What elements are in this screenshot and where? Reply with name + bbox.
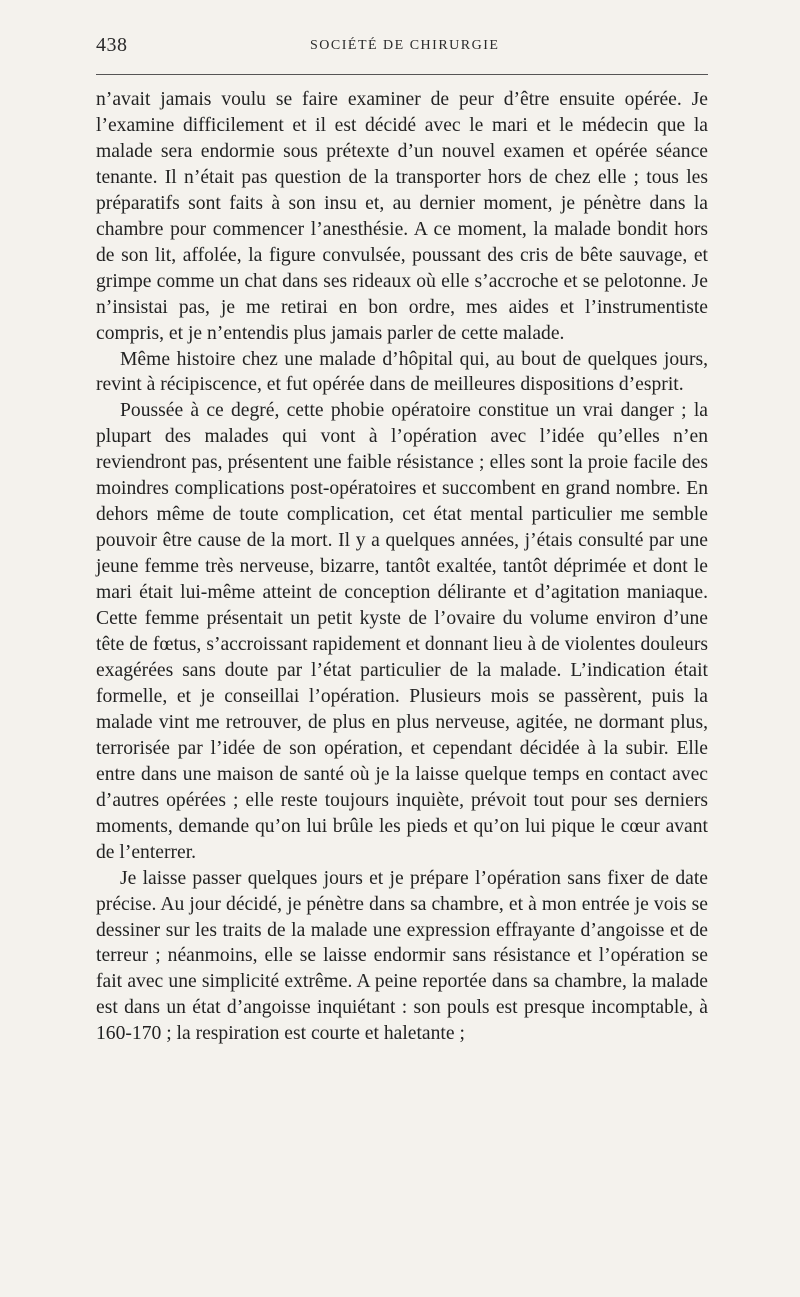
page-header [96,34,708,64]
running-head: SOCIÉTÉ DE CHIRURGIE [310,38,500,53]
page-number: 438 [96,34,128,56]
paragraph: Je laisse passer quelques jours et je prépare l’opération sans fixer de date précise. Au jour décidé, je pénètre dans sa chambre, et à mon entrée je vois se dessiner sur les traits de la malade une expression effrayante d’angoisse et de terreur ; néanmoins, elle se laisse endormir sans résistance et l’opération se fait avec une simplicité extrême. A peine reportée dans sa chambre, la malade est dans un état d’angoisse inquiétant : son pouls est presque incomptable, à 160-170 ; la respiration est courte et haletante ; [96,867,708,1045]
paragraph: Poussée à ce degré, cette phobie opératoire constitue un vrai danger ; la plupart des malades qui vont à l’opération avec l’idée qu’elles n’en reviendront pas, présentent une faible résistance ; elles sont la proie facile des moindres complications post-opératoires et succombent en grand nombre. En dehors même de toute complication, cet état mental particulier me semble pouvoir être cause de la mort. Il y a quelques années, j’étais consulté par une jeune femme très nerveuse, bizarre, tantôt exaltée, tantôt déprimée et dont le mari était lui-même atteint de conception délirante et d’agitation maniaque. Cette femme présentait un petit kyste de l’ovaire du volume environ d’une tête de fœtus, s’accroissant rapidement et donnant lieu à de violentes douleurs exagérées sans doute par l’état particulier de la malade. L’indication était formelle, et je conseillai l’opération. Plusieurs mois se passèrent, puis la malade vint me retrouver, de plus en plus nerveuse, agitée, ne dormant plus, terrorisée par l’idée de son opération, et cependant décidée à la subir. Elle entre dans une maison de santé où je la laisse quelque temps en contact avec d’autres opérées ; elle reste toujours inquiète, prévoit tout pour ses derniers moments, demande qu’on lui brûle les pieds et qu’on lui pique le cœur avant de l’enterrer. [96,400,708,863]
body-text [96,87,708,1047]
paragraph-continued: n’avait jamais voulu se faire examiner de peur d’être ensuite opérée. Je l’examine difficilement et il est décidé avec le mari et le médecin que la malade sera endormie sous prétexte d’un nouvel examen et opérée séance tenante. Il n’était pas question de la transporter hors de chez elle ; tous les préparatifs sont faits à son insu et, au dernier moment, je pénètre dans la chambre pour commencer l’anesthésie. A ce moment, la malade bondit hors de son lit, affolée, la figure convulsée, poussant des cris de bête sauvage, et grimpe comme un chat dans ses rideaux où elle s’accroche et se pelotonne. Je n’insistai pas, je me retirai en bon ordre, mes aides et l’instrumentiste compris, et je n’entendis plus jamais parler de cette malade. [96,89,708,344]
header-rule [96,74,708,75]
paragraph: Même histoire chez une malade d’hôpital qui, au bout de quelques jours, revint à récipiscence, et fut opérée dans de meilleures dispositions d’esprit. [96,348,708,396]
